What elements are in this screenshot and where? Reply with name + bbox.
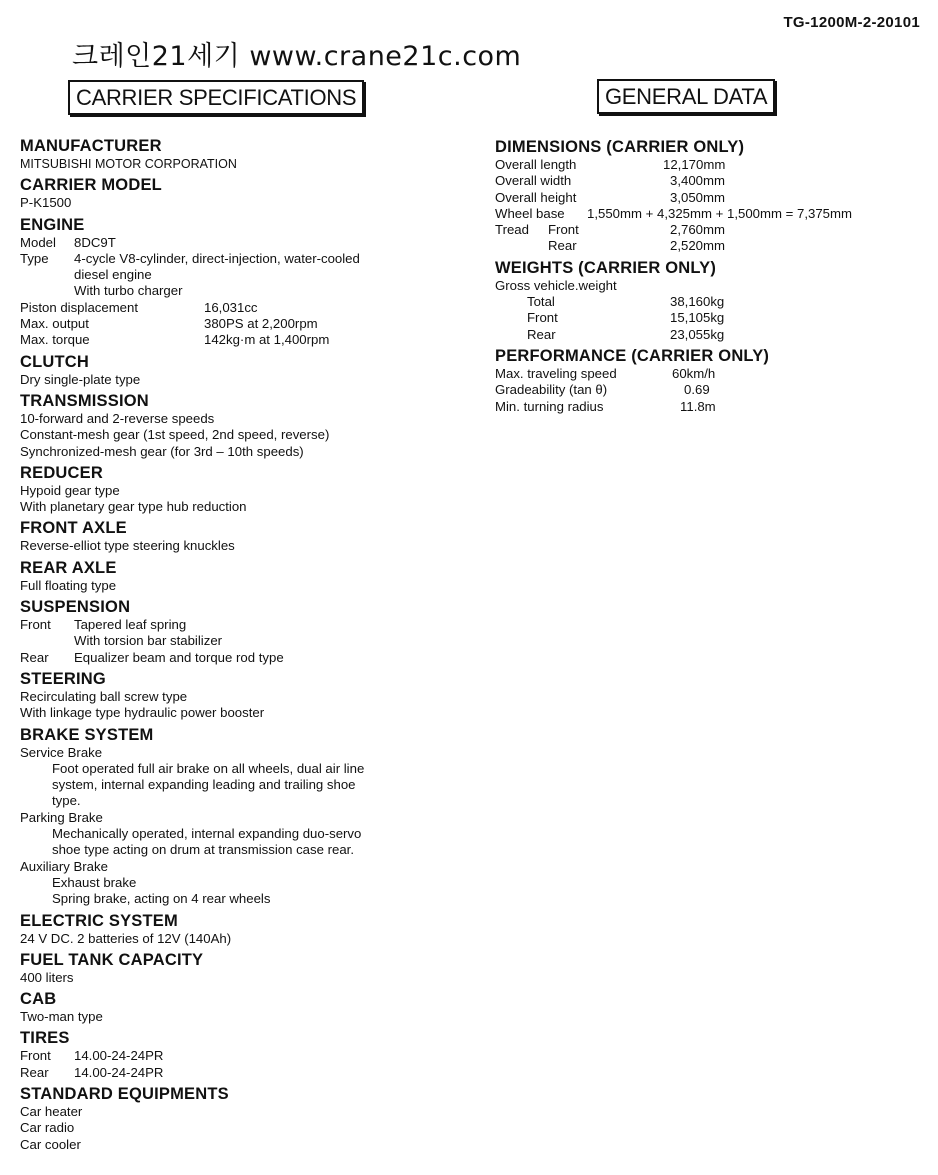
carrier-specifications-title: CARRIER SPECIFICATIONS: [68, 80, 364, 115]
spec-label: Parking Brake: [20, 809, 103, 825]
spec-row: [20, 235, 470, 251]
spec-label: Front: [527, 310, 558, 326]
spec-value: 1,550mm + 4,325mm + 1,500mm = 7,375mm: [587, 205, 852, 221]
section-heading: MANUFACTURER: [20, 137, 162, 155]
spec-value: Reverse-elliot type steering knuckles: [20, 538, 235, 554]
spec-value: Constant-mesh gear (1st speed, 2nd speed, reverse): [20, 427, 330, 443]
spec-value: 24 V DC. 2 batteries of 12V (140Ah): [20, 930, 232, 946]
spec-label: Front: [20, 617, 51, 633]
spec-label: Piston displacement: [20, 299, 139, 315]
spec-row: [495, 157, 925, 173]
spec-row: [20, 300, 470, 316]
spec-value: 14.00-24-24PR: [74, 1048, 164, 1064]
spec-value: 60km/h: [672, 365, 716, 381]
spec-value: Equalizer beam and torque rod type: [74, 649, 284, 665]
section-heading: WEIGHTS (CARRIER ONLY): [495, 258, 717, 277]
spec-label: Wheel base: [495, 205, 565, 221]
spec-value: Car radio: [20, 1120, 75, 1136]
spec-value: Foot operated full air brake on all wheels, dual air line: [52, 760, 365, 776]
spec-value: 400 liters: [20, 969, 74, 985]
spec-row: [20, 251, 470, 267]
spec-label: Gross vehicle.weight: [495, 277, 617, 293]
spec-value: 23,055kg: [670, 326, 725, 342]
spec-row: [495, 327, 925, 343]
general-data-title: GENERAL DATA: [597, 79, 775, 114]
spec-value: system, internal expanding leading and trailing shoe: [52, 777, 356, 793]
spec-value: With turbo charger: [74, 283, 183, 299]
spec-label: Type: [20, 250, 49, 266]
spec-value: 3,050mm: [670, 189, 725, 205]
carrier-specifications-column: [20, 136, 470, 1153]
spec-label: Gradeability (tan θ): [495, 382, 608, 398]
section-heading: PERFORMANCE (CARRIER ONLY): [495, 346, 770, 365]
spec-label: Rear: [20, 1064, 49, 1080]
spec-value: 15,105kg: [670, 310, 725, 326]
section-heading: ENGINE: [20, 215, 85, 234]
spec-value: 12,170mm: [663, 157, 726, 172]
spec-value: Spring brake, acting on 4 rear wheels: [52, 891, 271, 907]
spec-row: [495, 222, 925, 238]
spec-label: Min. turning radius: [495, 398, 604, 414]
spec-row: [20, 650, 470, 666]
spec-row: [20, 617, 470, 633]
section-heading: TRANSMISSION: [20, 391, 149, 410]
section-heading: CARRIER MODEL: [20, 176, 162, 195]
spec-value: 16,031cc: [204, 299, 258, 315]
spec-label: Max. traveling speed: [495, 365, 617, 381]
document-code: TG-1200M-2-20101: [783, 14, 920, 31]
spec-value: shoe type acting on drum at transmission case rear.: [52, 842, 354, 858]
section-heading: DIMENSIONS (CARRIER ONLY): [495, 138, 745, 156]
spec-label: Service Brake: [20, 744, 103, 760]
spec-value: 10-forward and 2-reverse speeds: [20, 410, 215, 426]
spec-label: Auxiliary Brake: [20, 858, 108, 874]
spec-row: [495, 366, 925, 382]
spec-label: Tread: [495, 222, 529, 238]
spec-row: [495, 206, 925, 222]
section-heading: ELECTRIC SYSTEM: [20, 911, 178, 930]
section-heading: BRAKE SYSTEM: [20, 725, 154, 744]
spec-value: 0.69: [684, 382, 710, 398]
spec-value: 2,520mm: [670, 238, 725, 254]
spec-value: Mechanically operated, internal expanding duo-servo: [52, 826, 362, 842]
spec-value: Car heater: [20, 1103, 83, 1119]
section-heading: STEERING: [20, 669, 106, 688]
spec-row: [20, 316, 470, 332]
section-heading: STANDARD EQUIPMENTS: [20, 1084, 229, 1103]
spec-value: Hypoid gear type: [20, 482, 120, 498]
spec-value: With planetary gear type hub reduction: [20, 499, 247, 515]
spec-label: Rear: [527, 326, 556, 342]
spec-label: Front: [548, 222, 579, 238]
spec-value: Car cooler: [20, 1136, 81, 1152]
section-heading: REDUCER: [20, 463, 103, 482]
spec-value: With linkage type hydraulic power booster: [20, 705, 265, 721]
section-heading: TIRES: [20, 1029, 70, 1048]
section-heading: CLUTCH: [20, 352, 90, 371]
spec-row: [20, 1048, 470, 1064]
spec-value: type.: [52, 793, 81, 809]
spec-row: [495, 173, 925, 189]
spec-value: 8DC9T: [74, 234, 116, 250]
spec-value: MITSUBISHI MOTOR CORPORATION: [20, 157, 237, 171]
general-data-column: [495, 137, 925, 415]
spec-label: Overall length: [495, 157, 577, 172]
spec-label: Rear: [20, 649, 49, 665]
spec-value: Full floating type: [20, 577, 117, 593]
spec-value: P-K1500: [20, 195, 72, 211]
spec-value: Dry single-plate type: [20, 371, 141, 387]
section-heading: REAR AXLE: [20, 558, 117, 577]
spec-row: [495, 310, 925, 326]
spec-row: [20, 332, 470, 348]
spec-value: 142kg·m at 1,400rpm: [204, 332, 330, 348]
spec-value: Exhaust brake: [52, 874, 137, 890]
spec-value: 2,760mm: [670, 222, 725, 238]
spec-label: Max. output: [20, 316, 89, 332]
spec-label: Front: [20, 1048, 51, 1064]
spec-value: 14.00-24-24PR: [74, 1064, 164, 1080]
spec-value: Tapered leaf spring: [74, 617, 187, 633]
spec-value: With torsion bar stabilizer: [74, 633, 223, 649]
spec-value: 380PS at 2,200rpm: [204, 316, 318, 332]
spec-label: Model: [20, 234, 56, 250]
spec-label: Overall height: [495, 189, 577, 205]
spec-row: [20, 1065, 470, 1081]
spec-value: 3,400mm: [670, 173, 725, 189]
spec-value: Synchronized-mesh gear (for 3rd – 10th speeds): [20, 443, 304, 459]
spec-value: diesel engine: [74, 267, 152, 283]
spec-row: [495, 190, 925, 206]
spec-row: [495, 382, 925, 398]
spec-row: [495, 238, 925, 254]
section-heading: FRONT AXLE: [20, 519, 127, 538]
spec-row: [495, 294, 925, 310]
spec-label: Max. torque: [20, 332, 90, 348]
spec-label: Rear: [548, 238, 577, 254]
spec-value: Two-man type: [20, 1009, 103, 1025]
section-heading: FUEL TANK CAPACITY: [20, 950, 204, 969]
spec-label: Total: [527, 294, 555, 310]
spec-value: Recirculating ball screw type: [20, 688, 188, 704]
section-heading: CAB: [20, 990, 57, 1009]
spec-value: 4-cycle V8-cylinder, direct-injection, water-cooled: [74, 250, 360, 266]
spec-value: 38,160kg: [670, 294, 725, 310]
spec-value: 11.8m: [680, 398, 716, 414]
section-heading: SUSPENSION: [20, 598, 131, 617]
spec-label: Overall width: [495, 173, 572, 189]
site-watermark: 크레인21세기 www.crane21c.com: [72, 41, 522, 72]
spec-row: [495, 399, 925, 415]
